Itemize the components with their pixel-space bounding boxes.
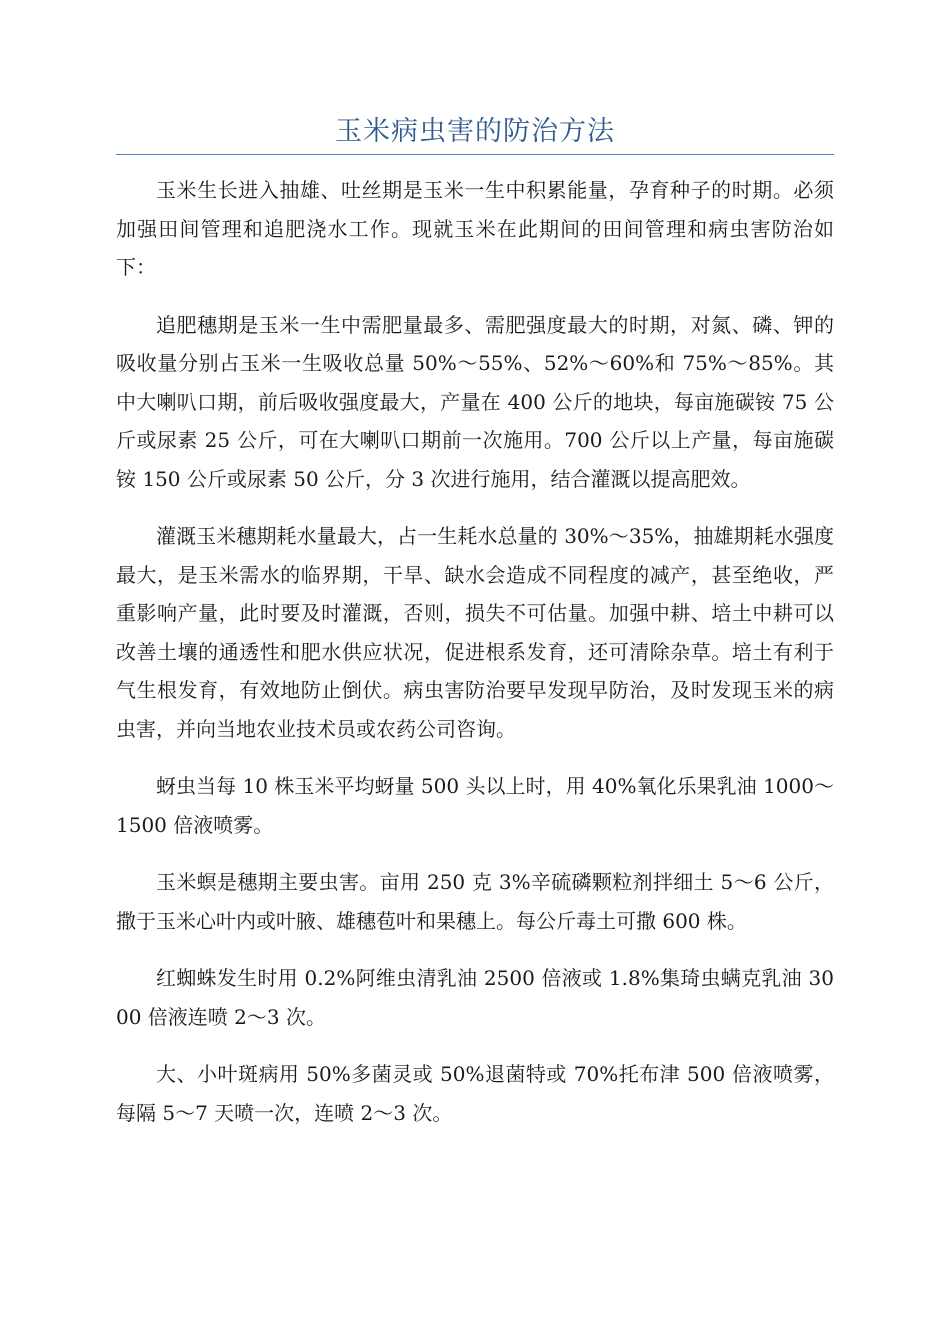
paragraph-intro: 玉米生长进入抽雄、吐丝期是玉米一生中积累能量，孕育种子的时期。必须加强田间管理和追肥浇水工作。现就玉米在此期间的田间管理和病虫害防治如下： [116,178,834,279]
title-underline [116,154,834,155]
paragraph-aphid: 蚜虫当每 10 株玉米平均蚜量 500 头以上时，用 40%氧化乐果乳油 1000～1500 倍液喷雾。 [116,774,834,837]
paragraph-corn-borer: 玉米螟是穗期主要虫害。亩用 250 克 3%辛硫磷颗粒剂拌细土 5～6 公斤，撒于玉米心叶内或叶腋、雄穗苞叶和果穗上。每公斤毒土可撒 600 株。 [116,870,834,933]
document-body [116,171,834,1151]
document-title: 玉米病虫害的防治方法 [335,116,615,147]
paragraph-irrigation: 灌溉玉米穗期耗水量最大，占一生耗水总量的 30%～35%，抽雄期耗水强度最大，是玉米需水的临界期，干旱、缺水会造成不同程度的减产，甚至绝收，严重影响产量，此时要及时灌溉，否则，损失不可估量。加强中耕、培土中耕可以改善土壤的通透性和肥水供应状况，促进根系发育，还可清除杂草。培土有利于气生根发育，有效地防止倒伏。病虫害防治要早发现早防治，及时发现玉米的病虫害，并向当地农业技术员或农药公司咨询。 [116,524,834,741]
paragraph-fertilizer: 追肥穗期是玉米一生中需肥量最多、需肥强度最大的时期，对氮、磷、钾的吸收量分别占玉米一生吸收总量 50%～55%、52%～60%和 75%～85%。其中大喇叭口期，前后吸收强度最大，产量在 400 公斤的地块，每亩施碳铵 75 公斤或尿素 25 公斤，可在大喇叭口期前一次施用。700 公斤以上产量，每亩施碳铵 150 公斤或尿素 50 公斤，分 3 次进行施用，结合灌溉以提高肥效。 [116,312,834,491]
paragraph-red-spider: 红蜘蛛发生时用 0.2%阿维虫清乳油 2500 倍液或 1.8%集琦虫螨克乳油 3000 倍液连喷 2～3 次。 [116,966,834,1029]
paragraph-leaf-spot: 大、小叶斑病用 50%多菌灵或 50%退菌特或 70%托布津 500 倍液喷雾，每隔 5～7 天喷一次，连喷 2～3 次。 [116,1062,834,1125]
